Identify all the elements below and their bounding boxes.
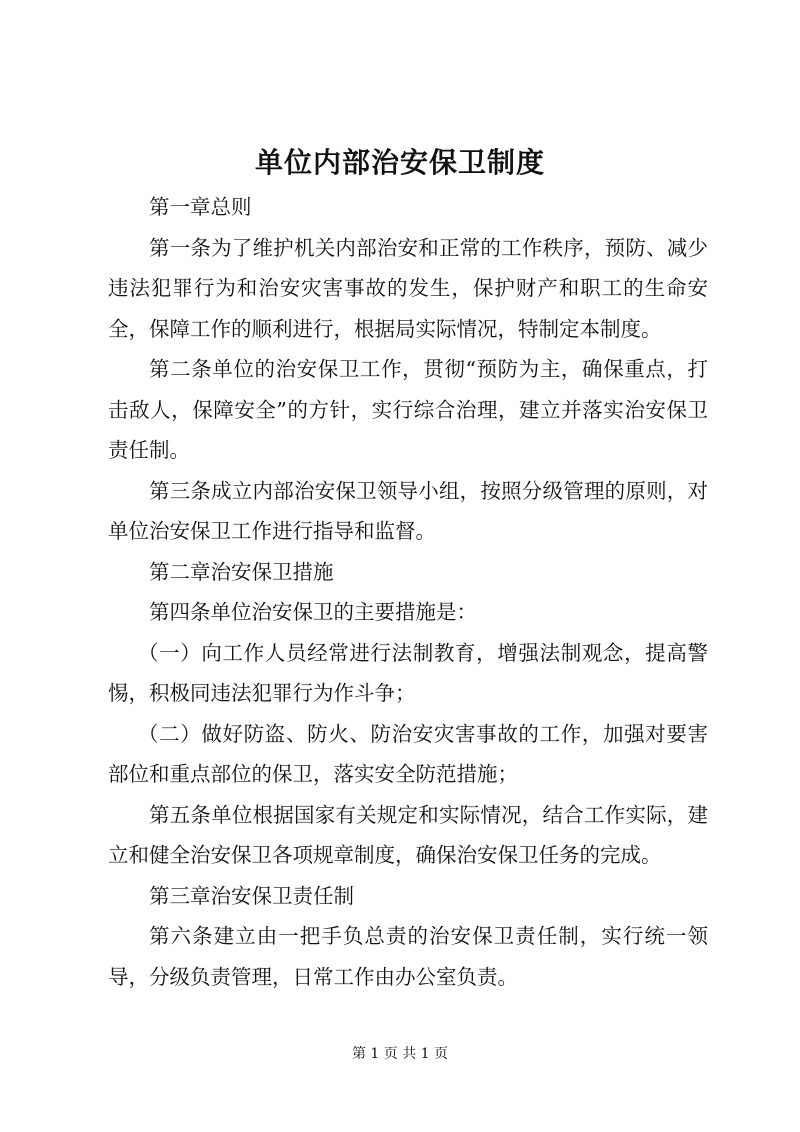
article-paragraph: 第二条单位的治安保卫工作，贯彻“预防为主，确保重点，打击敌人，保障安全”的方针，实行综合治理，建立并落实治安保卫责任制。 [108,357,708,462]
document-body [108,187,708,997]
article-paragraph: 第五条单位根据国家有关规定和实际情况，结合工作实际，建立和健全治安保卫各项规章制度，确保治安保卫任务的完成。 [108,802,708,867]
chapter-heading: 第三章治安保卫责任制 [149,883,354,908]
article-paragraph: 第六条建立由一把手负总责的治安保卫责任制，实行统一领导，分级负责管理，日常工作由办公室负责。 [108,924,708,989]
page-footer: 第 1 页 共 1 页 [351,1046,449,1062]
list-item-paragraph: （一）向工作人员经常进行法制教育，增强法制观念，提高警惕，积极同违法犯罪行为作斗争； [108,640,708,705]
chapter-heading: 第二章治安保卫措施 [149,559,334,584]
list-item-paragraph: （二）做好防盗、防火、防治安灾害事故的工作，加强对要害部位和重点部位的保卫，落实安全防范措施； [108,721,708,786]
article-paragraph: 第三条成立内部治安保卫领导小组，按照分级管理的原则，对单位治安保卫工作进行指导和监督。 [108,478,708,543]
chapter-heading: 第一章总则 [149,195,252,219]
article-paragraph: 第四条单位治安保卫的主要措施是： [149,600,477,624]
document-title: 单位内部治安保卫制度 [254,146,545,179]
article-paragraph: 第一条为了维护机关内部治安和正常的工作秩序，预防、减少违法犯罪行为和治安灾害事故的发生，保护财产和职工的生命安全，保障工作的顺利进行，根据局实际情况，特制定本制度。 [108,235,708,341]
